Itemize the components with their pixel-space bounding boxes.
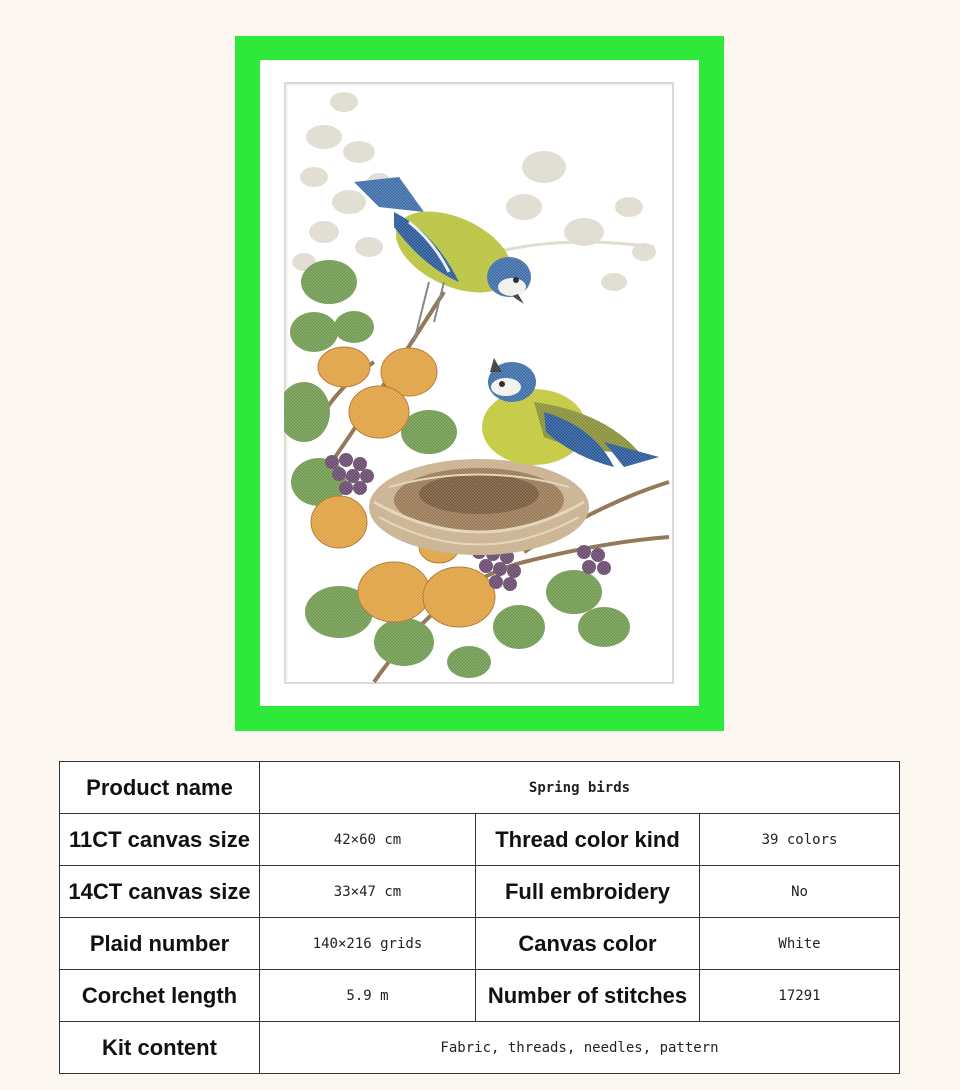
ct14-canvas-size-label: 14CT canvas size — [60, 866, 260, 918]
table-row — [60, 762, 900, 814]
product-name-value: Spring birds — [260, 762, 900, 814]
plaid-number-value: 140×216 grids — [260, 918, 476, 970]
picture-mat — [260, 60, 699, 706]
full-embroidery-label: Full embroidery — [476, 866, 700, 918]
table-row — [60, 1022, 900, 1074]
table-row — [60, 814, 900, 866]
corchet-length-label: Corchet length — [60, 970, 260, 1022]
product-spec-table — [59, 761, 900, 1074]
number-of-stitches-label: Number of stitches — [476, 970, 700, 1022]
cross-stitch-artwork — [284, 82, 674, 684]
table-row — [60, 866, 900, 918]
plaid-number-label: Plaid number — [60, 918, 260, 970]
canvas-color-value: White — [700, 918, 900, 970]
canvas-color-label: Canvas color — [476, 918, 700, 970]
corchet-length-value: 5.9 m — [260, 970, 476, 1022]
ct11-canvas-size-value: 42×60 cm — [260, 814, 476, 866]
product-name-label: Product name — [60, 762, 260, 814]
birds-nest-illustration — [284, 82, 674, 684]
kit-content-value: Fabric, threads, needles, pattern — [260, 1022, 900, 1074]
thread-color-kind-value: 39 colors — [700, 814, 900, 866]
ct11-canvas-size-label: 11CT canvas size — [60, 814, 260, 866]
table-row — [60, 918, 900, 970]
picture-frame — [235, 36, 724, 731]
table-row — [60, 970, 900, 1022]
ct14-canvas-size-value: 33×47 cm — [260, 866, 476, 918]
full-embroidery-value: No — [700, 866, 900, 918]
thread-color-kind-label: Thread color kind — [476, 814, 700, 866]
kit-content-label: Kit content — [60, 1022, 260, 1074]
number-of-stitches-value: 17291 — [700, 970, 900, 1022]
